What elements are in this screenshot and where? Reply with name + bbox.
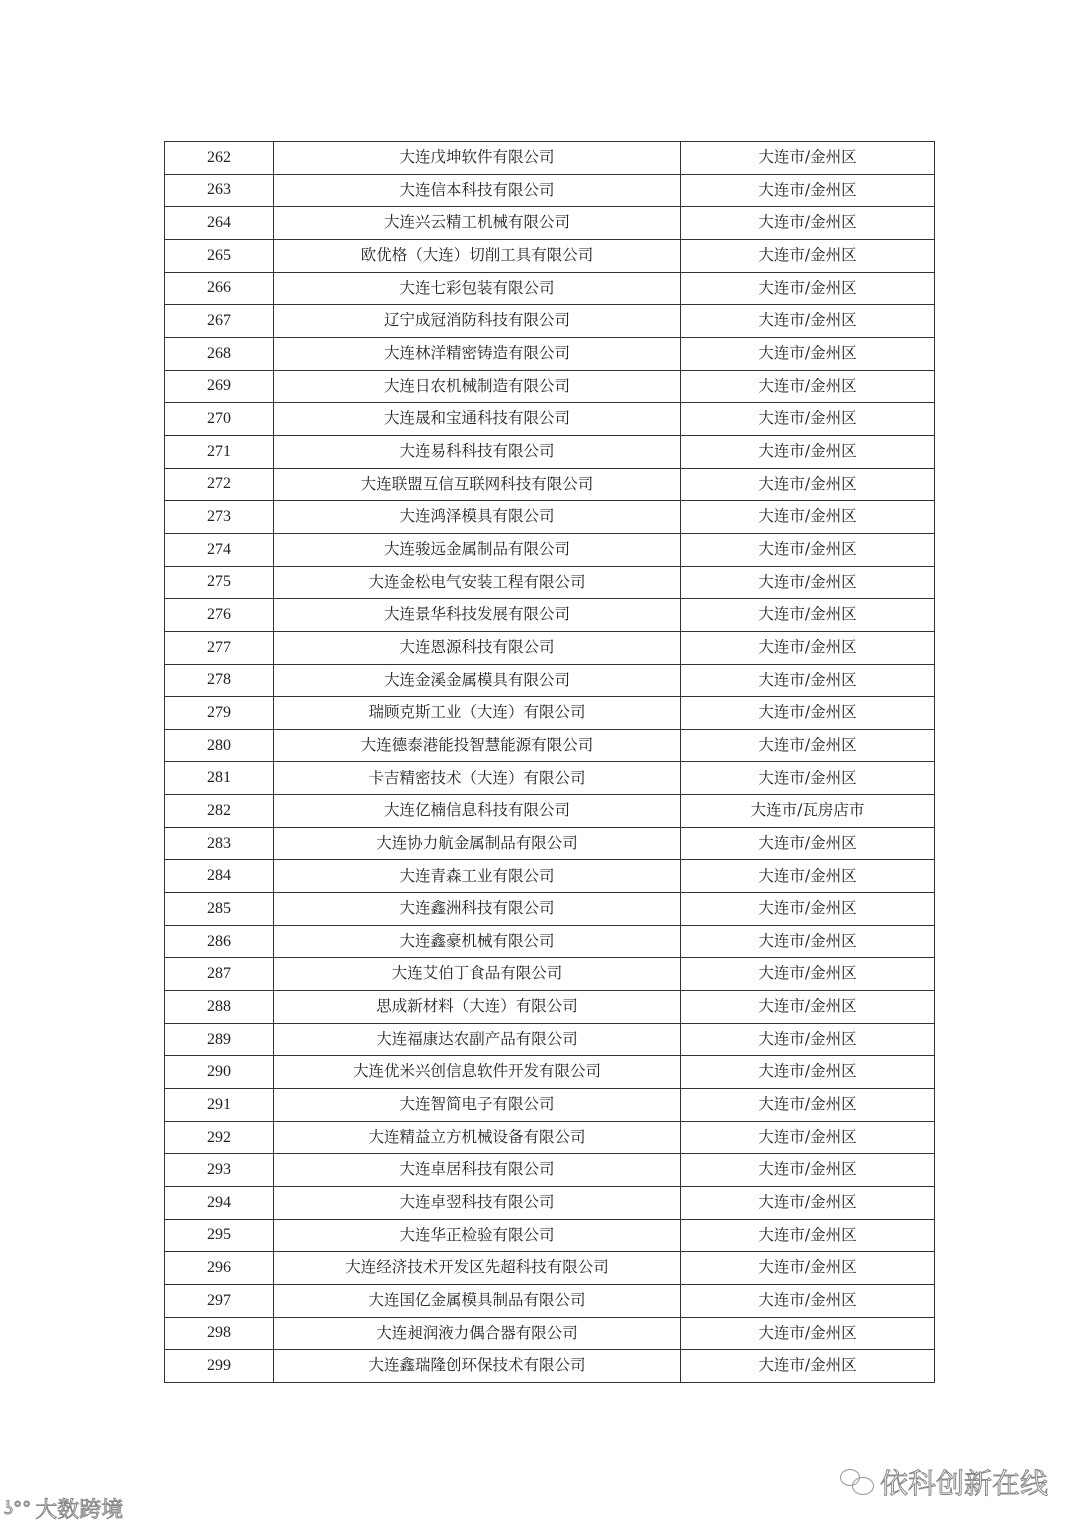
- table-row: [165, 533, 935, 566]
- company-name-cell: 大连艾伯丁食品有限公司: [274, 958, 681, 991]
- row-number-cell: 275: [165, 566, 274, 599]
- row-number-cell: 272: [165, 468, 274, 501]
- company-name-cell: 大连日农机械制造有限公司: [274, 370, 681, 403]
- region-cell: 大连市/金州区: [681, 533, 935, 566]
- row-number-cell: 296: [165, 1252, 274, 1285]
- table-row: [165, 795, 935, 828]
- region-cell: 大连市/金州区: [681, 729, 935, 762]
- company-name-cell: 卡吉精密技术（大连）有限公司: [274, 762, 681, 795]
- table-row: [165, 142, 935, 175]
- region-cell: 大连市/金州区: [681, 697, 935, 730]
- region-cell: 大连市/金州区: [681, 566, 935, 599]
- table-row: [165, 697, 935, 730]
- table-row: [165, 762, 935, 795]
- company-name-cell: 大连兴云精工机械有限公司: [274, 207, 681, 240]
- table-row: [165, 207, 935, 240]
- row-number-cell: 293: [165, 1154, 274, 1187]
- table-row: [165, 1284, 935, 1317]
- table-row: [165, 1252, 935, 1285]
- table-row: [165, 1317, 935, 1350]
- row-number-cell: 269: [165, 370, 274, 403]
- watermark-text: 依科创新在线: [880, 1467, 1049, 1500]
- table-row: [165, 1089, 935, 1122]
- table-row: [165, 403, 935, 436]
- table-row: [165, 925, 935, 958]
- company-name-cell: 大连金松电气安装工程有限公司: [274, 566, 681, 599]
- region-cell: 大连市/金州区: [681, 893, 935, 926]
- region-cell: 大连市/金州区: [681, 1154, 935, 1187]
- company-name-cell: 大连昶润液力偶合器有限公司: [274, 1317, 681, 1350]
- region-cell: 大连市/金州区: [681, 174, 935, 207]
- table-row: [165, 501, 935, 534]
- company-name-cell: 大连卓翌科技有限公司: [274, 1187, 681, 1220]
- company-name-cell: 大连信本科技有限公司: [274, 174, 681, 207]
- row-number-cell: 297: [165, 1284, 274, 1317]
- region-cell: 大连市/金州区: [681, 1252, 935, 1285]
- company-name-cell: 大连晟和宝通科技有限公司: [274, 403, 681, 436]
- region-cell: 大连市/金州区: [681, 142, 935, 175]
- table-row: [165, 174, 935, 207]
- company-name-cell: 大连戊坤软件有限公司: [274, 142, 681, 175]
- watermark-logo: [4, 1493, 123, 1524]
- row-number-cell: 290: [165, 1056, 274, 1089]
- region-cell: 大连市/金州区: [681, 1219, 935, 1252]
- row-number-cell: 283: [165, 827, 274, 860]
- row-number-cell: 268: [165, 337, 274, 370]
- row-number-cell: 271: [165, 435, 274, 468]
- region-cell: 大连市/金州区: [681, 501, 935, 534]
- row-number-cell: 295: [165, 1219, 274, 1252]
- region-cell: 大连市/金州区: [681, 337, 935, 370]
- row-number-cell: 274: [165, 533, 274, 566]
- region-cell: 大连市/金州区: [681, 305, 935, 338]
- row-number-cell: 282: [165, 795, 274, 828]
- table-row: [165, 729, 935, 762]
- table-row: [165, 435, 935, 468]
- company-name-cell: 大连鸿泽模具有限公司: [274, 501, 681, 534]
- region-cell: 大连市/金州区: [681, 1023, 935, 1056]
- company-name-cell: 大连鑫瑞隆创环保技术有限公司: [274, 1350, 681, 1383]
- row-number-cell: 281: [165, 762, 274, 795]
- table-row: [165, 893, 935, 926]
- company-name-cell: 大连易科科技有限公司: [274, 435, 681, 468]
- row-number-cell: 294: [165, 1187, 274, 1220]
- company-name-cell: 大连金溪金属模具有限公司: [274, 664, 681, 697]
- row-number-cell: 270: [165, 403, 274, 436]
- logo-icon: ʖ°°: [4, 1498, 32, 1519]
- table-row: [165, 305, 935, 338]
- table-row: [165, 991, 935, 1024]
- row-number-cell: 298: [165, 1317, 274, 1350]
- region-cell: 大连市/金州区: [681, 468, 935, 501]
- table-row: [165, 1219, 935, 1252]
- table-row: [165, 1023, 935, 1056]
- table-row: [165, 1056, 935, 1089]
- company-name-cell: 大连经济技术开发区先超科技有限公司: [274, 1252, 681, 1285]
- company-name-cell: 辽宁成冠消防科技有限公司: [274, 305, 681, 338]
- company-list-table: [164, 141, 935, 1383]
- region-cell: 大连市/金州区: [681, 1284, 935, 1317]
- table-row: [165, 1350, 935, 1383]
- company-name-cell: 大连联盟互信互联网科技有限公司: [274, 468, 681, 501]
- region-cell: 大连市/金州区: [681, 1187, 935, 1220]
- company-name-cell: 大连福康达农副产品有限公司: [274, 1023, 681, 1056]
- company-name-cell: 思成新材料（大连）有限公司: [274, 991, 681, 1024]
- company-name-cell: 大连恩源科技有限公司: [274, 631, 681, 664]
- table-row: [165, 958, 935, 991]
- region-cell: 大连市/金州区: [681, 1317, 935, 1350]
- row-number-cell: 263: [165, 174, 274, 207]
- row-number-cell: 267: [165, 305, 274, 338]
- region-cell: 大连市/瓦房店市: [681, 795, 935, 828]
- company-name-cell: 大连华正检验有限公司: [274, 1219, 681, 1252]
- region-cell: 大连市/金州区: [681, 1089, 935, 1122]
- company-name-cell: 大连智简电子有限公司: [274, 1089, 681, 1122]
- watermark-wechat: [840, 1462, 1048, 1502]
- watermark-text: 大数跨境: [35, 1498, 124, 1523]
- row-number-cell: 266: [165, 272, 274, 305]
- region-cell: 大连市/金州区: [681, 958, 935, 991]
- row-number-cell: 262: [165, 142, 274, 175]
- company-name-cell: 大连鑫豪机械有限公司: [274, 925, 681, 958]
- table-body: [165, 142, 935, 1383]
- row-number-cell: 265: [165, 239, 274, 272]
- region-cell: 大连市/金州区: [681, 239, 935, 272]
- region-cell: 大连市/金州区: [681, 370, 935, 403]
- row-number-cell: 277: [165, 631, 274, 664]
- region-cell: 大连市/金州区: [681, 925, 935, 958]
- company-name-cell: 大连国亿金属模具制品有限公司: [274, 1284, 681, 1317]
- region-cell: 大连市/金州区: [681, 435, 935, 468]
- region-cell: 大连市/金州区: [681, 1350, 935, 1383]
- region-cell: 大连市/金州区: [681, 827, 935, 860]
- table-row: [165, 566, 935, 599]
- region-cell: 大连市/金州区: [681, 1056, 935, 1089]
- region-cell: 大连市/金州区: [681, 403, 935, 436]
- row-number-cell: 279: [165, 697, 274, 730]
- row-number-cell: 264: [165, 207, 274, 240]
- region-cell: 大连市/金州区: [681, 991, 935, 1024]
- region-cell: 大连市/金州区: [681, 860, 935, 893]
- company-name-cell: 大连骏远金属制品有限公司: [274, 533, 681, 566]
- row-number-cell: 287: [165, 958, 274, 991]
- region-cell: 大连市/金州区: [681, 664, 935, 697]
- row-number-cell: 286: [165, 925, 274, 958]
- row-number-cell: 292: [165, 1121, 274, 1154]
- company-name-cell: 欧优格（大连）切削工具有限公司: [274, 239, 681, 272]
- table-row: [165, 239, 935, 272]
- company-name-cell: 大连亿楠信息科技有限公司: [274, 795, 681, 828]
- company-name-cell: 大连七彩包装有限公司: [274, 272, 681, 305]
- row-number-cell: 289: [165, 1023, 274, 1056]
- company-name-cell: 大连青森工业有限公司: [274, 860, 681, 893]
- company-name-cell: 大连景华科技发展有限公司: [274, 599, 681, 632]
- row-number-cell: 273: [165, 501, 274, 534]
- table-row: [165, 827, 935, 860]
- region-cell: 大连市/金州区: [681, 762, 935, 795]
- table-row: [165, 272, 935, 305]
- row-number-cell: 284: [165, 860, 274, 893]
- row-number-cell: 299: [165, 1350, 274, 1383]
- company-name-cell: 大连精益立方机械设备有限公司: [274, 1121, 681, 1154]
- row-number-cell: 285: [165, 893, 274, 926]
- row-number-cell: 288: [165, 991, 274, 1024]
- table-row: [165, 1187, 935, 1220]
- company-name-cell: 大连林洋精密铸造有限公司: [274, 337, 681, 370]
- table-row: [165, 664, 935, 697]
- table-row: [165, 860, 935, 893]
- table-row: [165, 370, 935, 403]
- table-row: [165, 468, 935, 501]
- company-name-cell: 大连优米兴创信息软件开发有限公司: [274, 1056, 681, 1089]
- region-cell: 大连市/金州区: [681, 272, 935, 305]
- company-name-cell: 大连鑫洲科技有限公司: [274, 893, 681, 926]
- wechat-icon: [840, 1469, 874, 1495]
- row-number-cell: 291: [165, 1089, 274, 1122]
- region-cell: 大连市/金州区: [681, 599, 935, 632]
- row-number-cell: 276: [165, 599, 274, 632]
- table-row: [165, 599, 935, 632]
- region-cell: 大连市/金州区: [681, 207, 935, 240]
- table-row: [165, 631, 935, 664]
- company-name-cell: 大连卓居科技有限公司: [274, 1154, 681, 1187]
- company-name-cell: 大连协力航金属制品有限公司: [274, 827, 681, 860]
- table-row: [165, 337, 935, 370]
- row-number-cell: 280: [165, 729, 274, 762]
- row-number-cell: 278: [165, 664, 274, 697]
- region-cell: 大连市/金州区: [681, 1121, 935, 1154]
- table-row: [165, 1154, 935, 1187]
- table-row: [165, 1121, 935, 1154]
- company-name-cell: 瑞顾克斯工业（大连）有限公司: [274, 697, 681, 730]
- company-name-cell: 大连德泰港能投智慧能源有限公司: [274, 729, 681, 762]
- region-cell: 大连市/金州区: [681, 631, 935, 664]
